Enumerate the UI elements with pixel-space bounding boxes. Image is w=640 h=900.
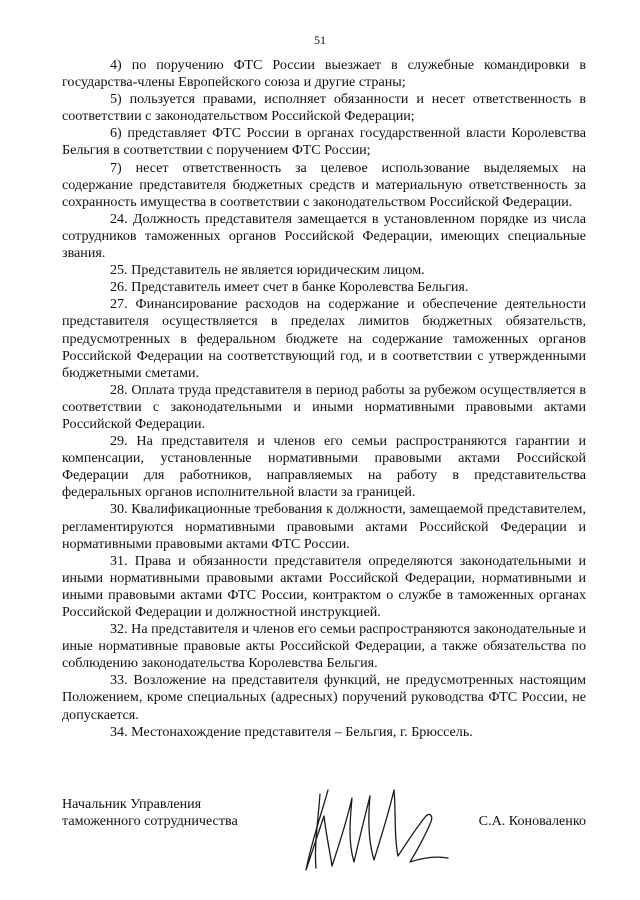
signer-title-line-1: Начальник Управления [62,796,202,812]
clause-24: 24. Должность представителя замещается в установленном порядке из числа сотрудников таможенных органов Российской Федерации, имеющих специальные звания. [62,210,586,262]
signer-title-line-2: таможенного сотрудничества [62,813,238,830]
clause-32: 32. На представителя и членов его семьи распространяются законодательные и иные нормативные правовые акты Российской Федерации, а также обязательства по соблюдению законодательства Королевства Бельгия. [62,621,586,672]
paragraph-5-rights: 5) пользуется правами, исполняет обязанности и несет ответственность в соответствии с законодательством Российской Федерации; [62,91,586,125]
clause-31: 31. Права и обязанности представителя определяются законодательными и иными нормативными правовыми актами Российской Федерации, нормативными и иными правовыми актами ФТС России, контрактом о службе в таможенных органах Российской Федерации и должностной инструкцией. [62,552,586,620]
signer-title [62,796,292,830]
signer-name: С.А. Коноваленко [478,813,586,829]
clause-28: 28. Оплата труда представителя в период работы за рубежом осуществляется в соответствии с законодательными и иными нормативными правовыми актами Российской Федерации. [62,381,586,432]
clause-34: 34. Местонахождение представителя – Бельгия, г. Брюссель. [110,723,473,740]
clause-29: 29. На представителя и членов его семьи распространяются гарантии и компенсации, установленные нормативными правовыми актами Российской Федерации для работников, направляемых на работу в представительства федеральных органов исполнительной власти за границей. [62,433,586,501]
clause-27: 27. Финансирование расходов на содержание и обеспечение деятельности представителя осуществляется в пределах лимитов бюджетных обязательств, предусмотренных в федеральном бюджете на содержание таможенных органов Российской Федерации на соответствующий год, и в соответствии с утвержденными бюджетными сметами. [62,296,586,381]
document-body [62,57,586,741]
clause-33: 33. Возложение на представителя функций, не предусмотренных настоящим Положением, кроме специальных (адресных) поручений руководства ФТС России, не допускается. [62,672,586,723]
clause-26: 26. Представитель имеет счет в банке Королевства Бельгия. [110,279,469,296]
clause-30: 30. Квалификационные требования к должности, замещаемой представителем, регламентируются нормативными правовыми актами Российской Федерации и нормативными правовыми актами ФТС России. [62,501,586,552]
handwritten-signature [298,782,458,874]
clause-25: 25. Представитель не является юридическим лицом. [110,262,425,279]
page-number: 51 [314,33,326,47]
paragraph-7-responsibility: 7) несет ответственность за целевое использование выделяемых на содержание представителя бюджетных средств и материальную ответственность за сохранность имущества в соответствии с законодательством Российской Федерации. [62,159,586,210]
paragraph-6-represents: 6) представляет ФТС России в органах государственной власти Королевства Бельгия в соответствии с поручением ФТС России; [62,125,586,159]
signature-block [62,790,586,870]
paragraph-4-trips: 4) по поручению ФТС России выезжает в служебные командировки в государства-члены Европейского союза и другие страны; [62,57,586,91]
